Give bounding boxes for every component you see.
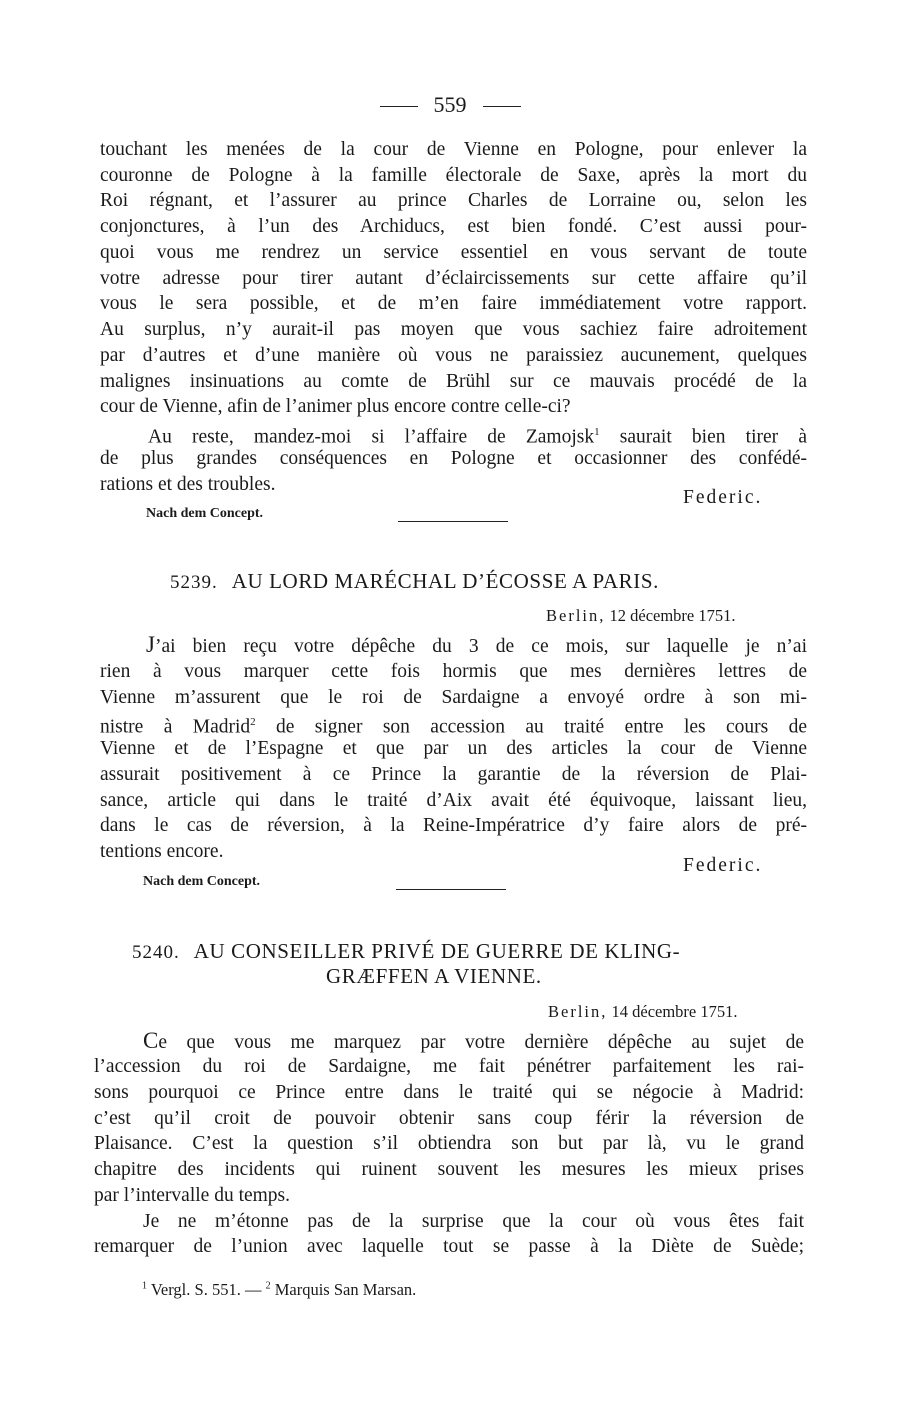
- header-dash-right: [483, 106, 521, 107]
- letter-number: 5240.: [132, 942, 180, 963]
- text-run: nistre à Madrid: [100, 716, 251, 738]
- body-line: l’accession du roi de Sardaigne, me fait pénétrer parfaitement les rai-: [94, 1056, 804, 1077]
- body-line: Plaisance. C’est la question s’il obtiendra son but par là, vu le grand: [94, 1133, 804, 1154]
- body-line: vous le sera possible, et de m’en faire immédiatement votre rapport.: [100, 293, 807, 314]
- body-line: [146, 632, 807, 660]
- text-run: e que vous me marquez par votre dernière dépêche au sujet de: [158, 1032, 804, 1053]
- dateline-place: Berlin,: [548, 1002, 608, 1021]
- body-line: tentions encore.: [100, 841, 224, 862]
- page-number: 559: [433, 92, 467, 117]
- body-line: [143, 1028, 804, 1056]
- text-run: Au reste, mandez-moi si l’affaire de Zamojsk: [148, 426, 595, 448]
- dateline: [548, 1002, 738, 1022]
- body-line: sons pourquoi ce Prince entre dans le traité qui se négocie à Madrid:: [94, 1082, 804, 1103]
- signature: Federic.: [683, 855, 763, 876]
- dateline-place: Berlin,: [546, 606, 606, 625]
- footnote-ref: 1: [594, 426, 600, 438]
- body-line: cour de Vienne, afin de l’animer plus encore contre celle-ci?: [100, 396, 571, 417]
- letter-heading: [132, 939, 680, 964]
- body-line: conjonctures, à l’un des Archiducs, est bien fondé. C’est aussi pour-: [100, 216, 807, 237]
- body-line: rations et des troubles.: [100, 474, 276, 495]
- body-line: Vienne m’assurent que le roi de Sardaigne a envoyé ordre à son mi-: [100, 687, 807, 708]
- letter-number: 5239.: [170, 572, 218, 593]
- body-line: quoi vous me rendrez un service essentiel en vous servant de toute: [100, 242, 807, 263]
- text-run: de signer son accession au traité entre les cours de: [255, 716, 807, 738]
- dateline: [546, 606, 736, 626]
- body-line: malignes insinuations au comte de Brühl sur ce mauvais procédé de la: [100, 371, 807, 392]
- body-line: votre adresse pour tirer autant d’éclaircissements sur cette affaire qu’il: [100, 268, 807, 289]
- letter-title: AU CONSEILLER PRIVÉ DE GUERRE DE KLING-: [193, 939, 681, 963]
- body-line: remarquer de l’union avec laquelle tout se passe à la Diète de Suède;: [94, 1236, 804, 1257]
- body-line: par d’autres et d’une manière où vous ne paraissiez aucunement, quelques: [100, 345, 807, 366]
- footnote-text: Marquis San Marsan.: [274, 1280, 417, 1299]
- page-header: [0, 92, 900, 118]
- footnotes: [142, 1280, 416, 1300]
- signature: Federic.: [683, 487, 763, 508]
- header-dash-left: [380, 106, 418, 107]
- body-line: Au surplus, n’y aurait-il pas moyen que vous sachiez faire adroitement: [100, 319, 807, 340]
- text-run: saurait bien tirer à: [599, 426, 807, 448]
- footnote-text: Vergl. S. 551.: [150, 1280, 241, 1299]
- body-line: couronne de Pologne à la famille électorale de Saxe, après la mort du: [100, 165, 807, 186]
- body-line: par l’intervalle du temps.: [94, 1185, 291, 1206]
- body-line: touchant les menées de la cour de Vienne en Pologne, pour enlever la: [100, 139, 807, 160]
- concept-note: Nach dem Concept.: [143, 874, 261, 889]
- body-line: assurait positivement à ce Prince la garantie de la réversion de Plai-: [100, 764, 807, 785]
- dateline-date: 14 décembre 1751.: [611, 1002, 738, 1021]
- body-line: dans le cas de réversion, à la Reine-Impératrice d’y faire alors de pré-: [100, 815, 807, 836]
- body-line: chapitre des incidents qui ruinent souvent les mesures les mieux prises: [94, 1159, 804, 1180]
- footnote-separator: —: [244, 1280, 262, 1299]
- section-rule: [398, 521, 508, 522]
- section-rule: [396, 889, 506, 890]
- dateline-date: 12 décembre 1751.: [609, 606, 736, 625]
- letter-title: AU LORD MARÉCHAL D’ÉCOSSE A PARIS.: [231, 569, 659, 593]
- drop-cap: C: [143, 1028, 159, 1053]
- footnote-marker: 2: [265, 1280, 271, 1292]
- body-line: Vienne et de l’Espagne et que par un des articles la cour de Vienne: [100, 738, 807, 759]
- letter-heading: [170, 569, 659, 594]
- letter-title-continued: GRÆFFEN A VIENNE.: [326, 964, 542, 988]
- text-run: ’ai bien reçu votre dépêche du 3 de ce mois, sur laquelle je n’ai: [154, 636, 807, 657]
- body-line: rien à vous marquer cette fois hormis que mes dernières lettres de: [100, 661, 807, 682]
- body-line: de plus grandes conséquences en Pologne et occasionner des confédé-: [100, 448, 807, 469]
- body-line: Je ne m’étonne pas de la surprise que la cour où vous êtes fait: [143, 1211, 804, 1232]
- body-line: c’est qu’il croit de pouvoir obtenir sans coup férir la réversion de: [94, 1108, 804, 1129]
- footnote-ref: 2: [250, 716, 256, 728]
- drop-cap: J: [146, 632, 155, 657]
- footnote-marker: 1: [142, 1280, 147, 1292]
- concept-note: Nach dem Concept.: [146, 506, 264, 521]
- body-line: Roi régnant, et l’assurer au prince Charles de Lorraine ou, selon les: [100, 190, 807, 211]
- body-line: sance, article qui dans le traité d’Aix avait été équivoque, laissant lieu,: [100, 790, 807, 811]
